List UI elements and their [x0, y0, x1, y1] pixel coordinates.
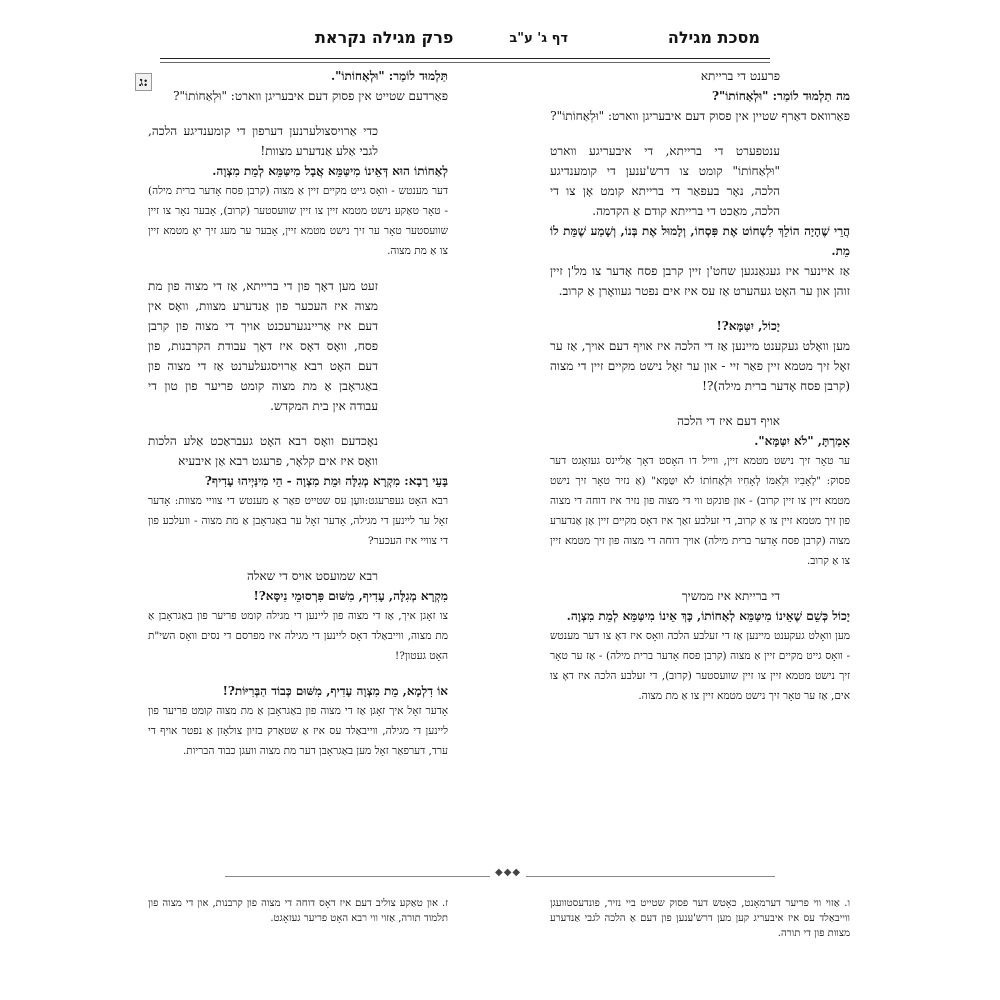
paragraph: מען וואָלט געקענט מיינען אַז די הלכה איז אויף דעם אויך, אַז ער זאָל זיך מטמא זיין פאַר זיי - און ער זאָל נישט מקיים זיין די מצוה (קרבן פסח אָדער ברית מילה)?!	[550, 339, 850, 393]
daf-label: דף ג' ע"ב	[509, 31, 568, 46]
paragraph: בָּעֵי רָבָא: מִקְרָא מְגִלָּה וּמֵת מִצְוָה - הֵי מִינַּיְיהוּ עָדִיף?	[204, 474, 448, 488]
paragraph: אָמַרְתָּ, "לֹא יִטַּמָּא".	[754, 434, 850, 448]
paragraph: מה תַלְמוּד לוֹמַר: "וּלְאַחוֹתוֹ"?	[711, 89, 850, 103]
paragraph: תַּלְמוּד לוֹמַר: "וּלְאַחוֹתוֹ".	[331, 69, 448, 83]
paragraph: כדי אַרויסצולערנען דערפון די קומענדיגע הלכה, לגבי אַלע אַנדערע מצוות!	[148, 124, 378, 158]
paragraph: פאַרוואס דאַרף שטיין אין פסוק דעם איבעריגן ווארט: "וּלְאַחוֹתוֹ"?	[550, 109, 850, 123]
paragraph: ענטפערט די ברייתא, די איבעריגע ווארט "וּלְאַחוֹתוֹ" קומט צו דרש'ענען די קומענדיגע הלכה, נאָר בעפאַר די ברייתא קומט אָן צו די הלכה, מאַכט די ברייתא קודם אַ הקדמה.	[550, 144, 780, 218]
paragraph: הֲרֵי שֶׁהָיָה הוֹלֵךְ לִשְׁחוֹט אֶת פִּסְחוֹ, וְלָמוּל אֶת בְּנוֹ, וְשָׁמַע שֶׁמֵּת לוֹ מֵת.	[550, 224, 850, 258]
right-column	[550, 66, 850, 706]
paragraph: פאַרדעם שטייט אין פסוק דעם איבעריגן ווארט: "וּלְאַחוֹתוֹ"?	[173, 89, 448, 103]
paragraph: פרענט די ברייתא	[700, 69, 780, 83]
paragraph: יָכוֹל, יִטַּמָּא?!	[716, 319, 780, 333]
paragraph: זעט מען דאָך פון די ברייתא, אַז די מצוה פון מת מצוה איז העכער פון אַנדערע מצוות, וואָס אין דעם איז אַריינגערעכנט אויך די מצוה פון קרבן פסח, וואָס דאָס איז דאָך עבודת הקרבנות, פון דעם האָט רבא אַרויסגעלערנט אַז די מצוה פון באַגראָבן אַ מת מצוה קומט פריער פון טון די עבודה אין בית המקדש.	[148, 279, 378, 413]
footnote-right: ו. אַזוי ווי פריער דערמאָנט, כאָטש דער פסוק שטייט ביי נזיר, פונדעסטוועגן ווייבאַלד עס איז איבעריג קען מען דרש'ענען פון דעם אַ הלכה לגבי אַנדערע מצוות פון די תורה.	[550, 898, 850, 939]
paragraph: מִקְרָא מְגִלָּה, עָדִיף, מִשּׁוּם פִּרְסוּמֵי נִיסָּא?!	[253, 589, 448, 603]
header-rule-thin	[160, 62, 770, 63]
paragraph: לְאַחוֹתוֹ הוּא דְּאֵינוֹ מִיטַּמֵּא אֲבָל מִיטַּמֵּא לְמֵת מִצְוָה.	[212, 164, 448, 178]
paragraph: די ברייתא איז ממשיך	[681, 589, 780, 603]
paragraph: אַז איינער איז געגאַנגען שחט'ן זיין קרבן פסח אָדער צו מל'ן זיין זוהן און ער האָט געהערט אַז עס איז אים נפטר געוואָרן אַ קרוב.	[550, 264, 850, 298]
paragraph: אויף דעם איז די הלכה	[677, 414, 780, 428]
tractate-title: מסכת מגילה	[667, 28, 760, 47]
header-rule	[160, 58, 770, 59]
paragraph: ער טאָר זיך נישט מטמא זיין, ווייל דו האָסט דאָך אַליינס געזאָגט דער פסוק: "לְאָבִיו וּלְאִמּוֹ לְאָחִיו וּלְאַחוֹתוֹ לֹא יִטַּמָּא" (אַ נזיר טאָר זיך נישט מטמא זיין צו זיין קרוב) - און פונקט ווי די מצוה פון נזיר איז דוחה די מצוה פון זיך מטמא זיין צו אַ קרוב, די זעלבע זאַך איז דאָס מקיים זיין אַן אַנדערע מצוה (קרבן פסח אָדער ברית מילה) אויך דוחה די מצוה פון זיך מטמא זיין צו אַ קרוב.	[550, 455, 850, 567]
page-marker: ג:	[135, 73, 152, 91]
paragraph: מען וואָלט געקענט מיינען אַז די זעלבע הלכה וואָס איז דאָ צו דער מענטש - וואָס גייט מקיים זיין אַ מצוה (קרבן פסח אָדער ברית מילה) - אַז ער טאָר זיך נישט מטמא זיין צו זיין שוועסטער (קרוב), די זעלבע הלכה איז דאָ צו אים, אַז ער טאָר זיך נישט מטמא זיין צו אַ מת מצוה.	[550, 630, 850, 702]
diamond-ornament-icon: ◆◆◆	[490, 867, 526, 878]
paragraph: אוֹ דִלְמָא, מֵת מִצְוָה עָדִיף, מִשּׁוּם כְּבוֹד הַבְּרִיּוֹת?!	[222, 684, 448, 698]
chapter-title: פרק מגילה נקראת	[315, 28, 454, 47]
paragraph: אָדער זאָל איך זאָגן אַז די מצוה פון באַגראָבן אַ מת מצוה קומט פריער פון ליינען די מגילה, ווייבאַלד עס איז אַ שטאַרק בזיון צולאָזן אַ נפטר אויף די ערד, דערפאַר זאָל מען באַגראָבן דער מת מצוה וועגן כבוד הבריות.	[148, 705, 448, 757]
footnote-divider	[225, 867, 775, 881]
paragraph: דער מענטש - וואָס גייט מקיים זיין אַ מצוה (קרבן פסח אָדער ברית מילה) - טאָר טאַקע נישט מטמא זיין צו זיין שוועסטער (קרוב), אָבער נאָר צו זיין שוועסטער טאָר ער זיך נישט מטמא זיין, אָבער ער מעג זיך יאָ מטמא זיין צו אַ מת מצוה.	[148, 185, 448, 257]
footnote-left: ז. און טאַקע צוליב דעם איז דאָס דוחה די מצוה פון קרבנות, און די מצוה פון תלמוד תורה, אַזוי ווי רבא האָט פריער געזאָגט.	[148, 898, 448, 924]
paragraph: נאָכדעם וואָס רבא האָט געבראַכט אַלע הלכות וואָס איז אים קלאָר, פרעגט רבא אַן איבעיא	[148, 434, 378, 468]
paragraph: יָכוֹל כְּשֵׁם שֶׁאֵינוֹ מִיטַּמֵּא לְאַחוֹתוֹ, כָּךְ אֵינוֹ מִיטַּמֵּא לְמֵת מִצְוָה.	[566, 609, 850, 623]
paragraph: רבא האָט געפרעגט:וועַן עס שטייט פאַר אַ מענטש די צוויי מצוות: אָדער זאָל ער ליינען די מגילה, אָדער זאָל ער באַגראָבן אַ מת מצוה - וועלכע פון די צוויי איז העכער?	[148, 495, 448, 547]
paragraph: צו זאָגן איך, אַז די מצוה פון ליינען די מגילה קומט פריער פון באַגראָבן אַ מת מצוה, ווייבאַלד דאָס ליינען די מגילה איז מפרסם די נסים וואָס השי"ת האָט געטון?!	[148, 610, 448, 662]
left-column	[148, 66, 448, 761]
paragraph: רבא שמועסט אויס די שאלה	[246, 569, 378, 583]
